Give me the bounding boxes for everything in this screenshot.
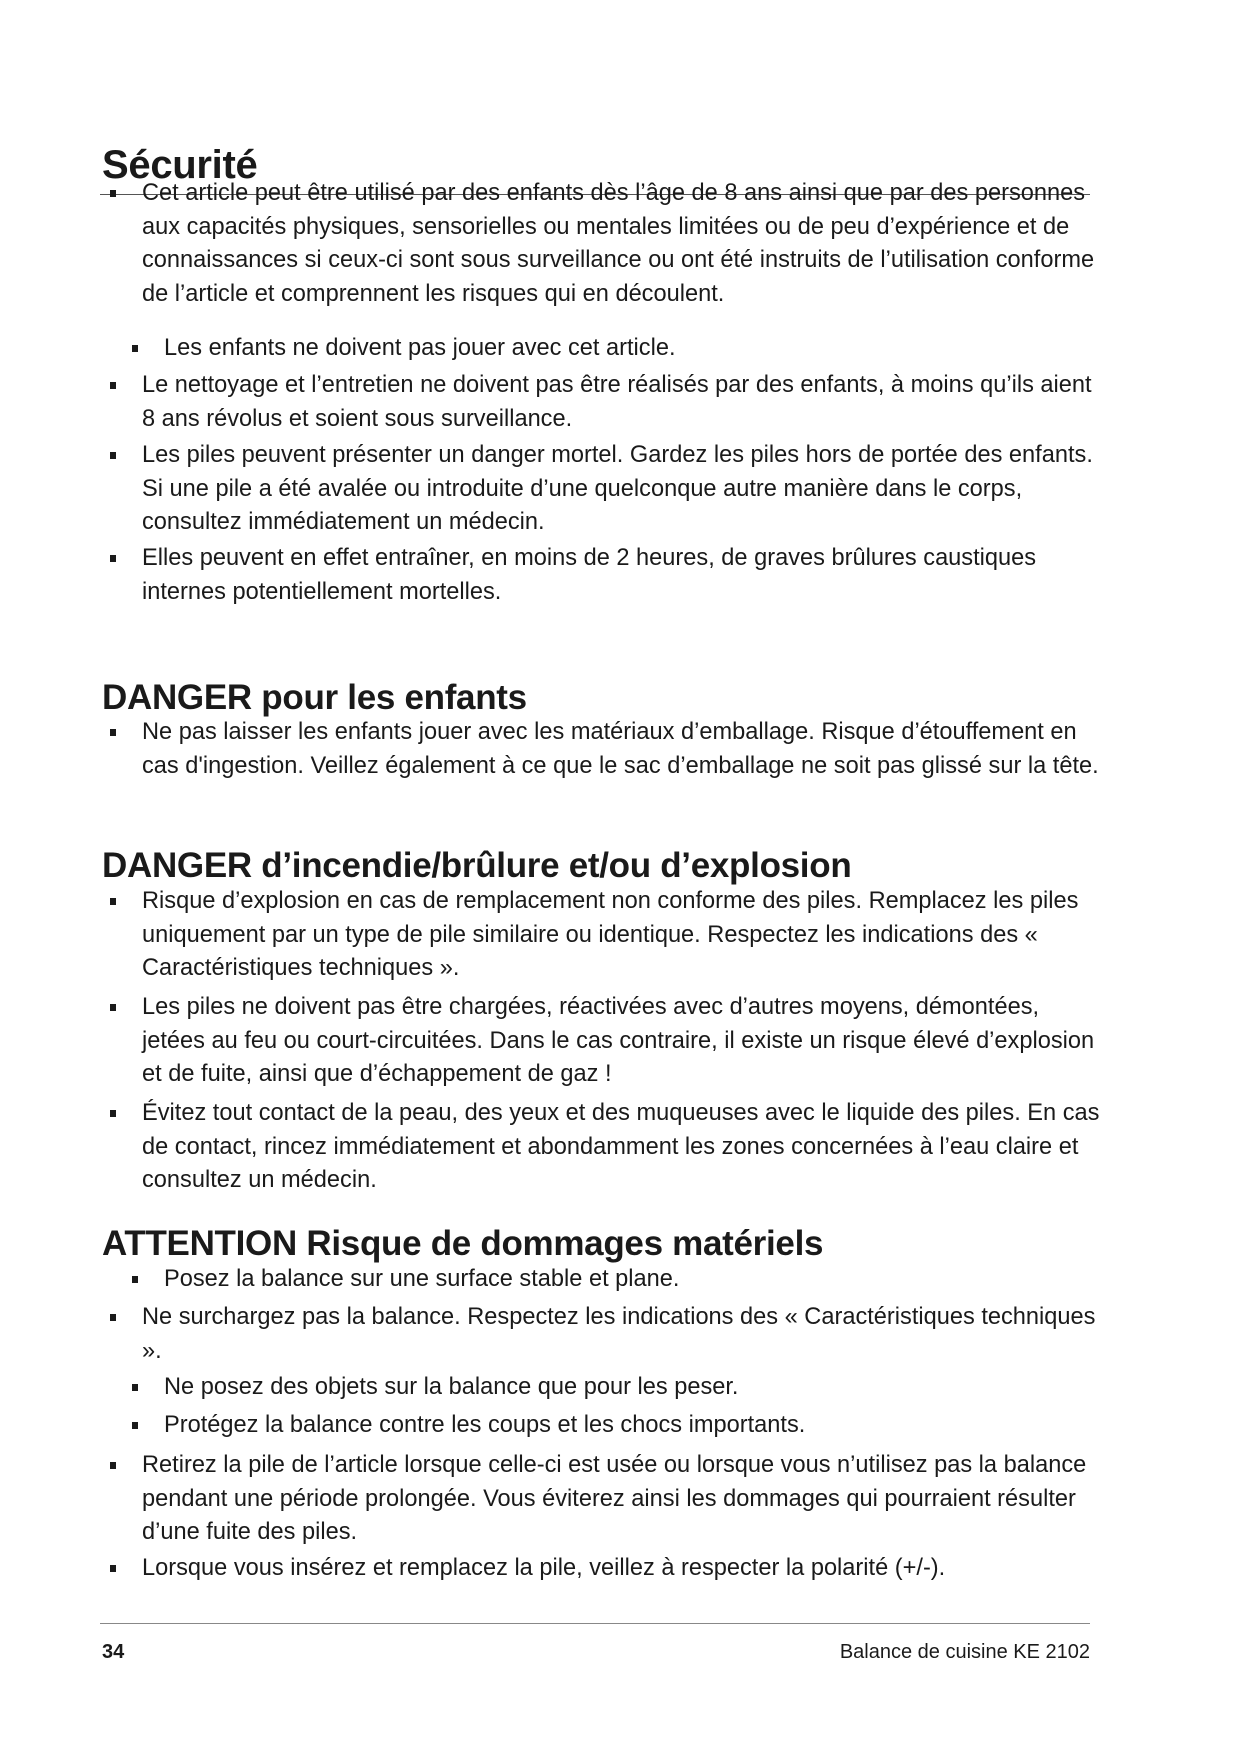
section-title-danger-enfants: DANGER pour les enfants — [102, 678, 527, 717]
footer-product-title: Balance de cuisine KE 2102 — [839, 1641, 1090, 1663]
bullet-icon — [132, 1422, 138, 1429]
list-item: Elles peuvent en effet entraîner, en moins de 2 heures, de graves brûlures caustiques internes potentiellement mortelles. — [110, 542, 1100, 609]
list-item: Retirez la pile de l’article lorsque celle-ci est usée ou lorsque vous n’utilisez pas la balance pendant une période prolongée. Vous éviterez ainsi les dommages qui pourraient résulter d’une fuite des piles. — [110, 1449, 1100, 1550]
bullet-icon — [132, 345, 138, 352]
bullet-icon — [110, 729, 116, 736]
list-item: Ne surchargez pas la balance. Respectez les indications des « Caractéristiques techniques ». — [110, 1301, 1100, 1368]
section-title-attention: ATTENTION Risque de dommages matériels — [102, 1224, 824, 1263]
list-item: Posez la balance sur une surface stable et plane. — [132, 1263, 1122, 1297]
list-item: Les enfants ne doivent pas jouer avec cet article. — [132, 332, 1122, 366]
list-item: Les piles ne doivent pas être chargées, réactivées avec d’autres moyens, démontées, jetées au feu ou court-circuitées. Dans le cas contraire, il existe un risque élevé d’explosion et de fuite, ainsi que d’échappement de gaz ! — [110, 991, 1100, 1092]
list-item: Protégez la balance contre les coups et les chocs importants. — [132, 1409, 1122, 1443]
bullet-icon — [110, 452, 116, 459]
bullet-icon — [132, 1276, 138, 1283]
list-item: Risque d’explosion en cas de remplacement non conforme des piles. Remplacez les piles uniquement par un type de pile similaire ou identique. Respectez les indications des « Caractéristiques techniques ». — [110, 885, 1100, 986]
list-item: Lorsque vous insérez et remplacez la pile, veillez à respecter la polarité (+/-). — [110, 1552, 1100, 1586]
section-title-securite: Sécurité — [102, 143, 258, 187]
list-item: Le nettoyage et l’entretien ne doivent pas être réalisés par des enfants, à moins qu’ils aient 8 ans révolus et soient sous surveillance. — [110, 369, 1100, 436]
list-item: Ne posez des objets sur la balance que pour les peser. — [132, 1371, 1122, 1405]
list-item: Les piles peuvent présenter un danger mortel. Gardez les piles hors de portée des enfants. Si une pile a été avalée ou introduite d’une quelconque autre manière dans le corps, consultez immédiatement un médecin. — [110, 439, 1100, 540]
page-number: 34 — [102, 1641, 125, 1663]
bullet-icon — [110, 1004, 116, 1011]
section-title-danger-incendie: DANGER d’incendie/brûlure et/ou d’explosion — [102, 846, 852, 885]
list-item: Ne pas laisser les enfants jouer avec les matériaux d’emballage. Risque d’étouffement en cas d'ingestion. Veillez également à ce que le sac d’emballage ne soit pas glissé sur la tête. — [110, 716, 1100, 783]
bullet-icon — [110, 1314, 116, 1321]
bullet-icon — [110, 1565, 116, 1572]
bullet-icon — [110, 1110, 116, 1117]
bullet-icon — [132, 1384, 138, 1391]
bullet-icon — [110, 555, 116, 562]
bullet-icon — [110, 190, 116, 197]
bullet-icon — [110, 1462, 116, 1469]
bullet-icon — [110, 898, 116, 905]
list-item: Cet article peut être utilisé par des enfants dès l’âge de 8 ans ainsi que par des personnes aux capacités physiques, sensorielles ou mentales limitées ou de peu d’expérience et de connaissances si ceux-ci sont sous surveillance ou ont été instruits de l’utilisation conforme de l’article et comprennent les risques qui en découlent. — [110, 177, 1100, 311]
footer-divider — [100, 1623, 1090, 1624]
bullet-icon — [110, 382, 116, 389]
list-item: Évitez tout contact de la peau, des yeux et des muqueuses avec le liquide des piles. En cas de contact, rincez immédiatement et abondamment les zones concernées à l’eau claire et consultez un médecin. — [110, 1097, 1100, 1198]
